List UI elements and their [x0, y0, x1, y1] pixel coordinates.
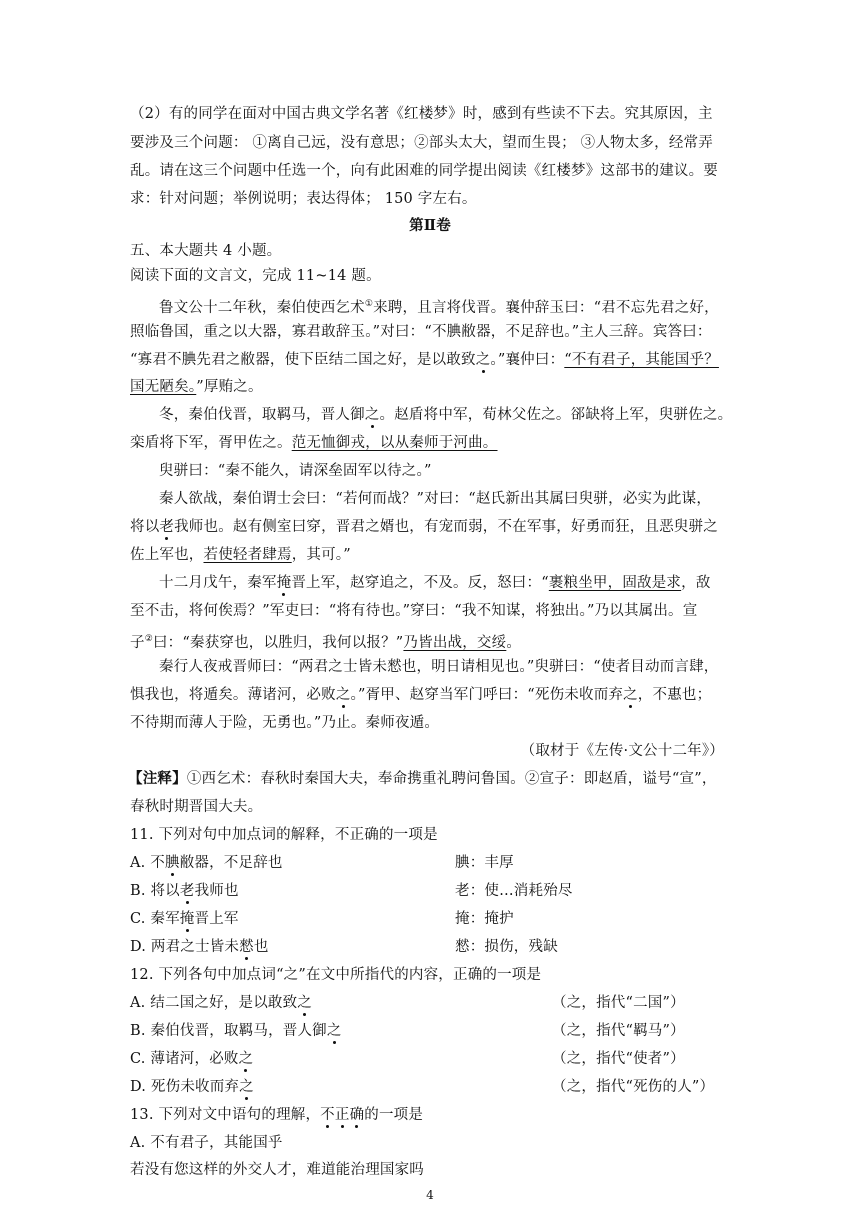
text: 冬，秦伯伐晋，取羁马，晋人御 — [159, 407, 365, 423]
dotted-char: 老 — [159, 519, 175, 535]
dotted-char: 憖 — [239, 939, 254, 955]
q12-option-b-expl: （之，指代“羁马”） — [552, 1023, 685, 1039]
text: 将以 — [130, 519, 160, 535]
q11-option-c-expl: 掩：掩护 — [455, 911, 514, 927]
q12-option-d — [130, 1077, 730, 1097]
dotted-char: 掩 — [179, 911, 195, 927]
dotted-char: 掩 — [276, 575, 292, 591]
page-number: 4 — [426, 1188, 434, 1202]
q2-line-1: （2）有的同学在面对中国古典文学名著《红楼梦》时，感到有些读不下去。究其原因，主 — [130, 106, 713, 122]
passage-p5-line-1 — [159, 573, 711, 593]
q13-stem — [130, 1105, 423, 1125]
underlined-sentence: 若使轻者肆焉 — [203, 547, 292, 563]
section5-title: 五、本大题共 4 小题。 — [130, 243, 282, 259]
text: 鲁文公十二年秋，秦伯使西乞术 — [159, 299, 365, 316]
dotted-char: 之 — [364, 407, 380, 423]
text: 。”襄仲曰： — [490, 352, 565, 368]
passage-p1-line-3 — [130, 350, 719, 370]
passage-p2-line-1 — [159, 405, 732, 425]
passage-p1-line-1 — [159, 294, 719, 318]
text: 的一项是 — [364, 1107, 424, 1123]
dotted-char: 之 — [326, 1023, 342, 1039]
text: ①西乞术：春秋时秦国大夫，奉命携重礼聘问鲁国。②宣子：即赵盾，谥号“宣”， — [186, 771, 717, 787]
dotted-char: 之 — [239, 1079, 254, 1095]
q11-option-b-expl: 老：使…消耗殆尽 — [455, 883, 573, 899]
underlined-sentence: 国无陋矣。 — [130, 379, 197, 395]
text: 来聘，且言将伐晋。襄仲辞玉曰：“君不忘先君之好， — [373, 299, 719, 316]
text: 曰：“秦获穿也，以胜归，我何以报？” — [152, 634, 404, 651]
dotted-char: 老 — [179, 883, 195, 899]
text: D. 死伤未收而弃 — [130, 1079, 240, 1095]
text: D. 两君之士皆未 — [130, 939, 240, 955]
text: 我师也 — [194, 883, 239, 899]
text: C. 秦军 — [130, 911, 180, 927]
q12-stem: 12. 下列各句中加点词“之”在文中所指代的内容，正确的一项是 — [130, 967, 542, 983]
q12-option-a — [130, 993, 730, 1013]
text: 佐上军也， — [130, 547, 204, 563]
passage-source: （取材于《左传·文公十二年》） — [520, 743, 724, 759]
passage-p6-line-3: 不待期而薄人于险，无勇也。”乃止。秦师夜遁。 — [130, 715, 440, 731]
dotted-char: 之 — [238, 1051, 254, 1067]
q12-option-c — [130, 1049, 730, 1069]
text: ，敌 — [681, 575, 711, 591]
text: 13. 下列对文中语句的理解， — [130, 1107, 321, 1123]
dotted-char: 之 — [297, 995, 312, 1011]
text: 。赵盾将中军，荀林父佐之。郤缺将上军，臾骈佐之。 — [379, 407, 733, 423]
underlined-sentence: 乃皆出战，交绥 — [403, 634, 507, 651]
text: 。 — [506, 634, 522, 651]
dotted-char: 腆 — [165, 855, 180, 871]
q13-option-a-expl: 若没有您这样的外交人才，难道能治理国家吗 — [130, 1162, 424, 1178]
footnote-marker: ② — [144, 634, 153, 644]
q11-stem: 11. 下列对句中加点词的解释，不正确的一项是 — [130, 827, 438, 843]
q11-option-b — [130, 881, 730, 901]
passage-p5-line-3 — [130, 629, 521, 653]
q12-option-b — [130, 1021, 730, 1041]
text: B. 秦伯伐晋，取羁马，晋人御 — [130, 1023, 327, 1039]
text: 。”胥甲、赵穿当军门呼曰：“死伤未收而弃 — [350, 687, 624, 703]
text: 也 — [253, 939, 269, 955]
text: 惧我也，将遁矣。薄诸河，必败 — [130, 687, 336, 703]
dotted-char: 之 — [475, 352, 491, 368]
text: 子 — [130, 634, 145, 651]
text: ，不惠也； — [637, 687, 712, 703]
q11-option-a — [130, 853, 730, 873]
passage-p4-line-3 — [130, 545, 351, 565]
footnote-marker: ① — [364, 299, 374, 309]
underlined-sentence: 裹粮坐甲，固敌是求 — [548, 575, 682, 591]
text: “寡君不腆先君之敝器，使下臣结二国之好，是以敢致 — [130, 352, 476, 368]
text: ，其可。” — [291, 547, 351, 563]
text: 我师也。赵有侧室曰穿，晋君之婿也，有宠而弱，不在军事，好勇而狂，且恶臾骈之 — [174, 519, 719, 535]
text: 栾盾将下军，胥甲佐之。 — [130, 435, 292, 451]
passage-p1-line-4 — [130, 377, 263, 397]
text: A. 结二国之好，是以敢致 — [130, 995, 298, 1011]
q2-line-3: 乱。请在这三个问题中任选一个，向有此困难的同学提出阅读《红楼梦》这部书的建议。要 — [130, 163, 718, 179]
passage-p6-line-1: 秦行人夜戒晋师曰：“两君之士皆未憖也，明日请相见也。”臾骈曰：“使者目动而言肆， — [159, 659, 719, 675]
q2-line-4: 求：针对问题；举例说明；表达得体； 150 字左右。 — [130, 191, 477, 207]
passage-p6-line-2 — [130, 685, 711, 705]
text: 晋上军，赵穿追之，不及。反，怒曰：“ — [291, 575, 549, 591]
notes-line-2: 春秋时期晋国大夫。 — [130, 799, 263, 815]
q13-option-a: A. 不有君子，其能国乎 — [130, 1135, 283, 1151]
dotted-char: 正 — [334, 1107, 350, 1123]
q11-option-c — [130, 909, 730, 929]
dotted-char: 之 — [623, 687, 638, 703]
q11-option-d-expl: 憖：损伤，残缺 — [455, 939, 558, 955]
underlined-sentence: 范无恤御戎，以从秦师于河曲。 — [291, 435, 498, 451]
passage-p1-line-2: 照临鲁国，重之以大器，寡君敢辞玉。”对曰：“不腆敝器，不足辞也。”主人三辞。宾答曰： — [130, 324, 712, 340]
dotted-char: 之 — [335, 687, 351, 703]
q11-option-d — [130, 937, 730, 957]
passage-p4-line-1: 秦人欲战，秦伯谓士会曰：“若何而战？”对曰：“赵氏新出其属曰臾骈，必实为此谋， — [159, 491, 712, 507]
text: 十二月戊午，秦军 — [159, 575, 277, 591]
text: 晋上军 — [194, 911, 239, 927]
notes-label: 【注释】 — [128, 770, 187, 787]
q2-line-2: 要涉及三个问题： ①离自己远，没有意思；②部头太大，望而生畏； ③人物太多，经常弄 — [130, 135, 713, 151]
dotted-char: 不 — [320, 1107, 335, 1123]
dotted-char: 确 — [349, 1107, 365, 1123]
q11-option-a-expl: 腆：丰厚 — [455, 855, 514, 871]
passage-p2-line-2 — [130, 433, 498, 453]
passage-p5-line-2: 至不击，将何俟焉？”军吏曰：“将有待也。”穿曰：“我不知谋，将独出。”乃以其属出。宣 — [130, 603, 698, 619]
underlined-sentence: “不有君子，其能国乎？ — [564, 352, 719, 368]
passage-p3-line-1: 臾骈曰：“秦不能久，请深垒固军以待之。” — [159, 463, 432, 479]
text: 敝器，不足辞也 — [179, 855, 283, 871]
q12-option-c-expl: （之，指代“使者”） — [552, 1051, 685, 1067]
q12-option-d-expl: （之，指代“死伤的人”） — [552, 1079, 715, 1095]
section5-instruction: 阅读下面的文言文，完成 11~14 题。 — [130, 268, 381, 284]
text: ”厚贿之。 — [196, 379, 263, 395]
text: B. 将以 — [130, 883, 180, 899]
text: C. 薄诸河，必败 — [130, 1051, 239, 1067]
notes-line-1 — [128, 769, 717, 789]
passage-p4-line-2 — [130, 517, 718, 537]
section-title: 第Ⅱ卷 — [409, 217, 451, 234]
text: A. 不 — [130, 855, 165, 871]
q12-option-a-expl: （之，指代“二国”） — [552, 995, 685, 1011]
